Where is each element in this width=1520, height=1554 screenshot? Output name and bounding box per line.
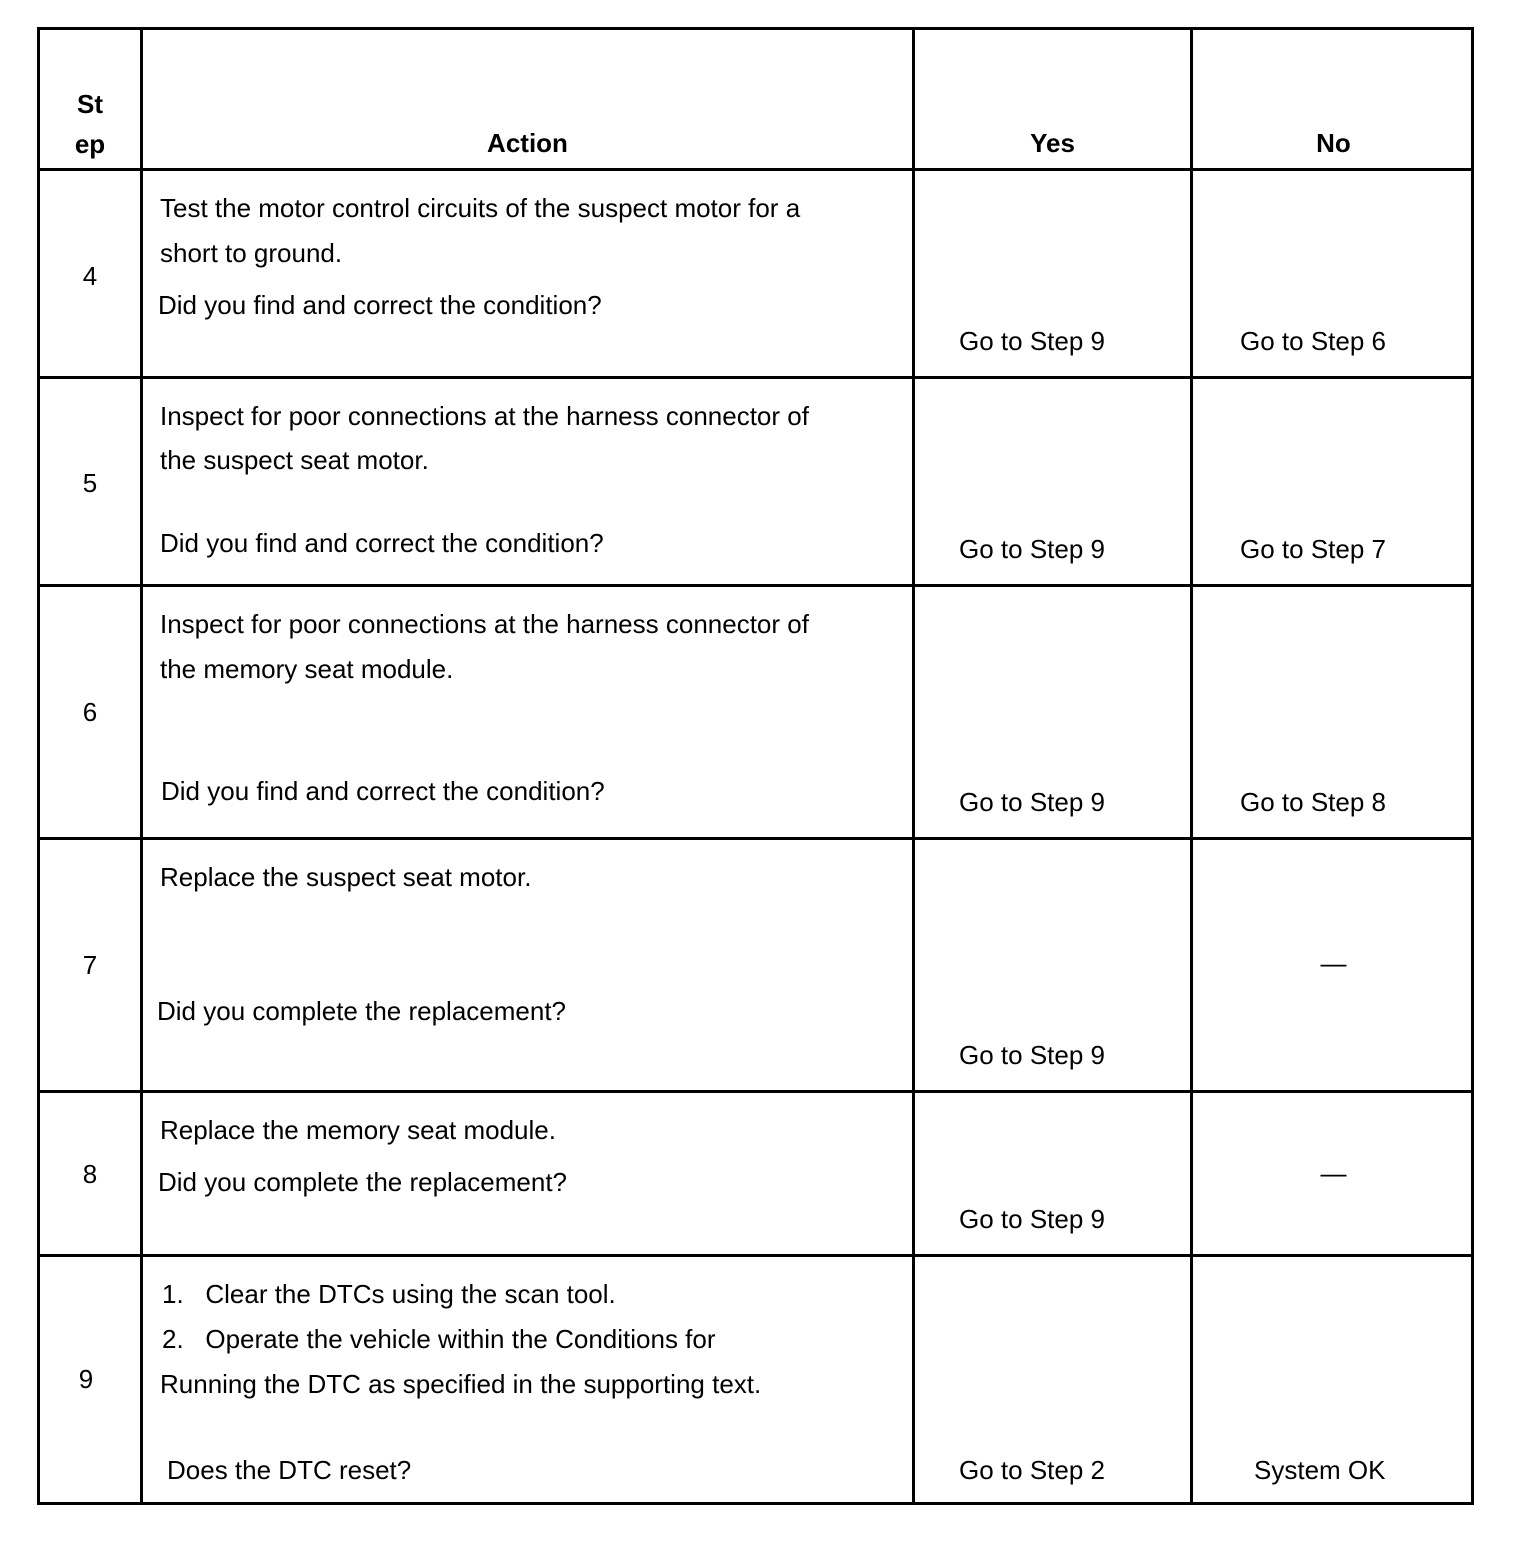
yes-cell (915, 171, 1193, 376)
action-question: Did you complete the replacement? (158, 1167, 568, 1197)
table-row (40, 587, 1471, 840)
no-result-dash: — (1320, 948, 1347, 978)
table-row (40, 840, 1471, 1093)
step-cell (40, 1257, 143, 1505)
step-cell (40, 840, 143, 1090)
step-number: 8 (82, 1159, 98, 1189)
action-question: Did you find and correct the condition? (160, 528, 604, 558)
table-header-row (40, 30, 1471, 171)
action-line: Test the motor control circuits of the suspect motor for a (160, 193, 801, 223)
step-cell (40, 171, 143, 376)
no-cell (1193, 1093, 1474, 1254)
action-cell (143, 379, 915, 584)
no-cell (1193, 379, 1474, 584)
header-step-line2: ep (74, 129, 106, 159)
action-line: short to ground. (160, 238, 343, 268)
header-action: Action (487, 128, 568, 158)
header-no: No (1316, 128, 1351, 158)
yes-result: Go to Step 9 (959, 326, 1105, 356)
action-line: Replace the suspect seat motor. (160, 862, 532, 892)
header-action-cell (143, 30, 915, 168)
action-question: Does the DTC reset? (167, 1455, 412, 1485)
header-step-line1: St (77, 89, 103, 119)
action-line: the memory seat module. (160, 654, 454, 684)
action-cell (143, 1093, 915, 1254)
action-cell (143, 840, 915, 1090)
yes-result: Go to Step 9 (959, 1040, 1105, 1070)
header-no-cell (1193, 30, 1474, 168)
action-line: Inspect for poor connections at the harness connector of (160, 401, 809, 431)
header-yes-cell (915, 30, 1193, 168)
yes-result: Go to Step 9 (959, 787, 1105, 817)
yes-result: Go to Step 2 (959, 1455, 1105, 1485)
step-cell (40, 1093, 143, 1254)
no-result: Go to Step 6 (1240, 326, 1386, 356)
no-cell (1193, 1257, 1474, 1505)
action-line: the suspect seat motor. (160, 445, 429, 475)
table-row (40, 379, 1471, 587)
diagnostic-table (37, 27, 1474, 1505)
no-result-dash: — (1320, 1158, 1347, 1188)
step-number: 4 (82, 261, 98, 291)
table-row (40, 1257, 1471, 1505)
yes-cell (915, 379, 1193, 584)
yes-cell (915, 1257, 1193, 1505)
yes-cell (915, 1093, 1193, 1254)
action-line: 2. Operate the vehicle within the Conditions for (162, 1324, 716, 1354)
action-line: 1. Clear the DTCs using the scan tool. (162, 1279, 616, 1309)
no-cell (1193, 587, 1474, 837)
step-number: 6 (82, 697, 98, 727)
header-yes: Yes (1030, 128, 1075, 158)
action-line: Replace the memory seat module. (160, 1115, 556, 1145)
step-number: 9 (78, 1364, 94, 1394)
step-number: 7 (82, 950, 98, 980)
no-cell (1193, 840, 1474, 1090)
action-cell (143, 171, 915, 376)
step-number: 5 (82, 468, 98, 498)
action-line: Inspect for poor connections at the harness connector of (160, 609, 809, 639)
action-cell (143, 587, 915, 837)
header-step-cell (40, 30, 143, 168)
yes-result: Go to Step 9 (959, 1204, 1105, 1234)
no-result: Go to Step 7 (1240, 534, 1386, 564)
action-question: Did you find and correct the condition? (161, 776, 605, 806)
action-question: Did you find and correct the condition? (158, 290, 602, 320)
no-cell (1193, 171, 1474, 376)
yes-result: Go to Step 9 (959, 534, 1105, 564)
table-row (40, 171, 1471, 379)
no-result: System OK (1254, 1455, 1386, 1485)
yes-cell (915, 840, 1193, 1090)
action-line: Running the DTC as specified in the supporting text. (160, 1369, 762, 1399)
step-cell (40, 379, 143, 584)
action-cell (143, 1257, 915, 1505)
yes-cell (915, 587, 1193, 837)
action-question: Did you complete the replacement? (157, 996, 567, 1026)
table-row (40, 1093, 1471, 1257)
no-result: Go to Step 8 (1240, 787, 1386, 817)
step-cell (40, 587, 143, 837)
